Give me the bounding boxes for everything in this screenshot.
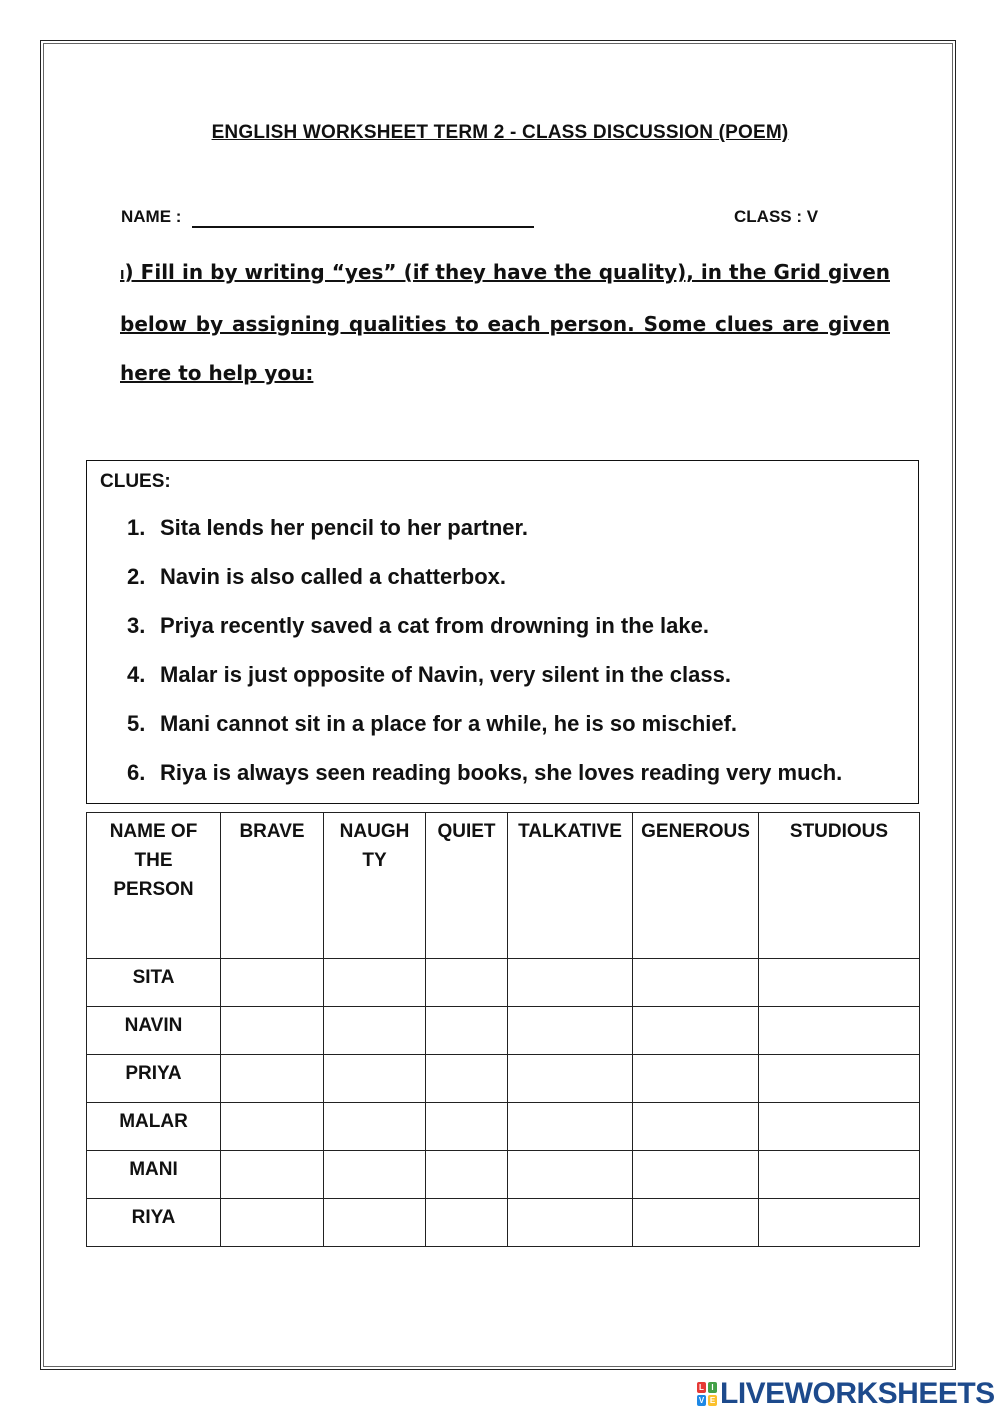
clue-number: 1.	[127, 515, 146, 540]
header-generous: GENEROUS	[633, 813, 759, 959]
header-talkative: TALKATIVE	[508, 813, 633, 959]
table-row	[87, 1055, 920, 1103]
clue-item	[127, 511, 842, 560]
clue-item	[127, 707, 842, 756]
header-brave: BRAVE	[221, 813, 324, 959]
answer-cell[interactable]	[759, 1151, 920, 1199]
answer-cell[interactable]	[633, 1103, 759, 1151]
answer-cell[interactable]	[426, 1199, 508, 1247]
instruction-text: ) Fill in by writing “yes” (if they have the quality), in the Grid given below by assigning qualities to each person. Some clues are given here to help you:	[120, 260, 890, 385]
table-row	[87, 959, 920, 1007]
clue-number: 6.	[127, 760, 146, 785]
clues-box	[86, 460, 919, 804]
answer-cell[interactable]	[426, 959, 508, 1007]
clue-text: Mani cannot sit in a place for a while, he is so mischief.	[160, 711, 738, 736]
answer-cell[interactable]	[426, 1103, 508, 1151]
class-label: CLASS : V	[734, 207, 819, 226]
logo-icon	[697, 1382, 717, 1406]
clue-item	[127, 609, 842, 658]
clue-text: Navin is also called a chatterbox.	[160, 564, 507, 589]
table-row	[87, 1007, 920, 1055]
clue-number: 2.	[127, 564, 146, 589]
logo-icon-letter: L	[697, 1382, 706, 1393]
answer-cell[interactable]	[324, 1103, 426, 1151]
answer-cell[interactable]	[221, 1055, 324, 1103]
person-name: SITA	[87, 959, 221, 1007]
clue-item	[127, 658, 842, 707]
clues-title: CLUES:	[100, 471, 171, 492]
answer-cell[interactable]	[759, 1103, 920, 1151]
table-row	[87, 1151, 920, 1199]
answer-cell[interactable]	[426, 1151, 508, 1199]
answer-cell[interactable]	[324, 1151, 426, 1199]
clue-number: 5.	[127, 711, 146, 736]
person-name: RIYA	[87, 1199, 221, 1247]
clue-text: Riya is always seen reading books, she loves reading very much.	[160, 760, 843, 785]
answer-cell[interactable]	[324, 1199, 426, 1247]
person-name: NAVIN	[87, 1007, 221, 1055]
clue-number: 3.	[127, 613, 146, 638]
answer-cell[interactable]	[759, 1055, 920, 1103]
answer-cell[interactable]	[508, 1007, 633, 1055]
table-row	[87, 1103, 920, 1151]
logo-icon-letter: E	[709, 1396, 716, 1405]
instruction	[120, 248, 890, 398]
answer-cell[interactable]	[324, 959, 426, 1007]
header-naughty: NAUGH TY	[324, 813, 426, 959]
answer-cell[interactable]	[508, 959, 633, 1007]
logo-text: LIVEWORKSHEETS	[720, 1377, 995, 1410]
answer-cell[interactable]	[221, 1151, 324, 1199]
person-name: PRIYA	[87, 1055, 221, 1103]
clue-text: Malar is just opposite of Navin, very silent in the class.	[160, 662, 731, 687]
answer-cell[interactable]	[633, 1151, 759, 1199]
answer-cell[interactable]	[633, 1007, 759, 1055]
answer-cell[interactable]	[508, 1151, 633, 1199]
answer-cell[interactable]	[633, 1199, 759, 1247]
clue-text: Priya recently saved a cat from drowning in the lake.	[160, 613, 709, 638]
answer-cell[interactable]	[508, 1199, 633, 1247]
logo-icon-letter: I	[708, 1382, 717, 1393]
logo-icon-letter: V	[698, 1396, 705, 1405]
answer-cell[interactable]	[221, 1199, 324, 1247]
answer-cell[interactable]	[633, 959, 759, 1007]
clue-item	[127, 756, 842, 805]
clue-item	[127, 560, 842, 609]
header-name-of-person: NAME OF THE PERSON	[87, 813, 221, 959]
qualities-grid	[86, 812, 920, 1247]
answer-cell[interactable]	[633, 1055, 759, 1103]
answer-cell[interactable]	[221, 1103, 324, 1151]
answer-cell[interactable]	[221, 959, 324, 1007]
table-row	[87, 1199, 920, 1247]
answer-cell[interactable]	[221, 1007, 324, 1055]
instruction-number: I	[120, 268, 125, 282]
answer-cell[interactable]	[324, 1007, 426, 1055]
person-name: MALAR	[87, 1103, 221, 1151]
clue-number: 4.	[127, 662, 146, 687]
clue-text: Sita lends her pencil to her partner.	[160, 515, 528, 540]
person-name: MANI	[87, 1151, 221, 1199]
answer-cell[interactable]	[324, 1055, 426, 1103]
answer-cell[interactable]	[426, 1055, 508, 1103]
answer-cell[interactable]	[759, 959, 920, 1007]
header-quiet: QUIET	[426, 813, 508, 959]
worksheet-title: ENGLISH WORKSHEET TERM 2 - CLASS DISCUSSION (POEM)	[211, 122, 789, 143]
liveworksheets-logo[interactable]	[697, 1378, 995, 1410]
grid-header-row	[87, 813, 920, 959]
header-studious: STUDIOUS	[759, 813, 920, 959]
answer-cell[interactable]	[759, 1007, 920, 1055]
answer-cell[interactable]	[508, 1055, 633, 1103]
clue-list	[127, 511, 842, 805]
answer-cell[interactable]	[759, 1199, 920, 1247]
answer-cell[interactable]	[508, 1103, 633, 1151]
answer-cell[interactable]	[426, 1007, 508, 1055]
name-label: NAME :	[121, 207, 182, 226]
name-input-line[interactable]	[192, 226, 534, 228]
